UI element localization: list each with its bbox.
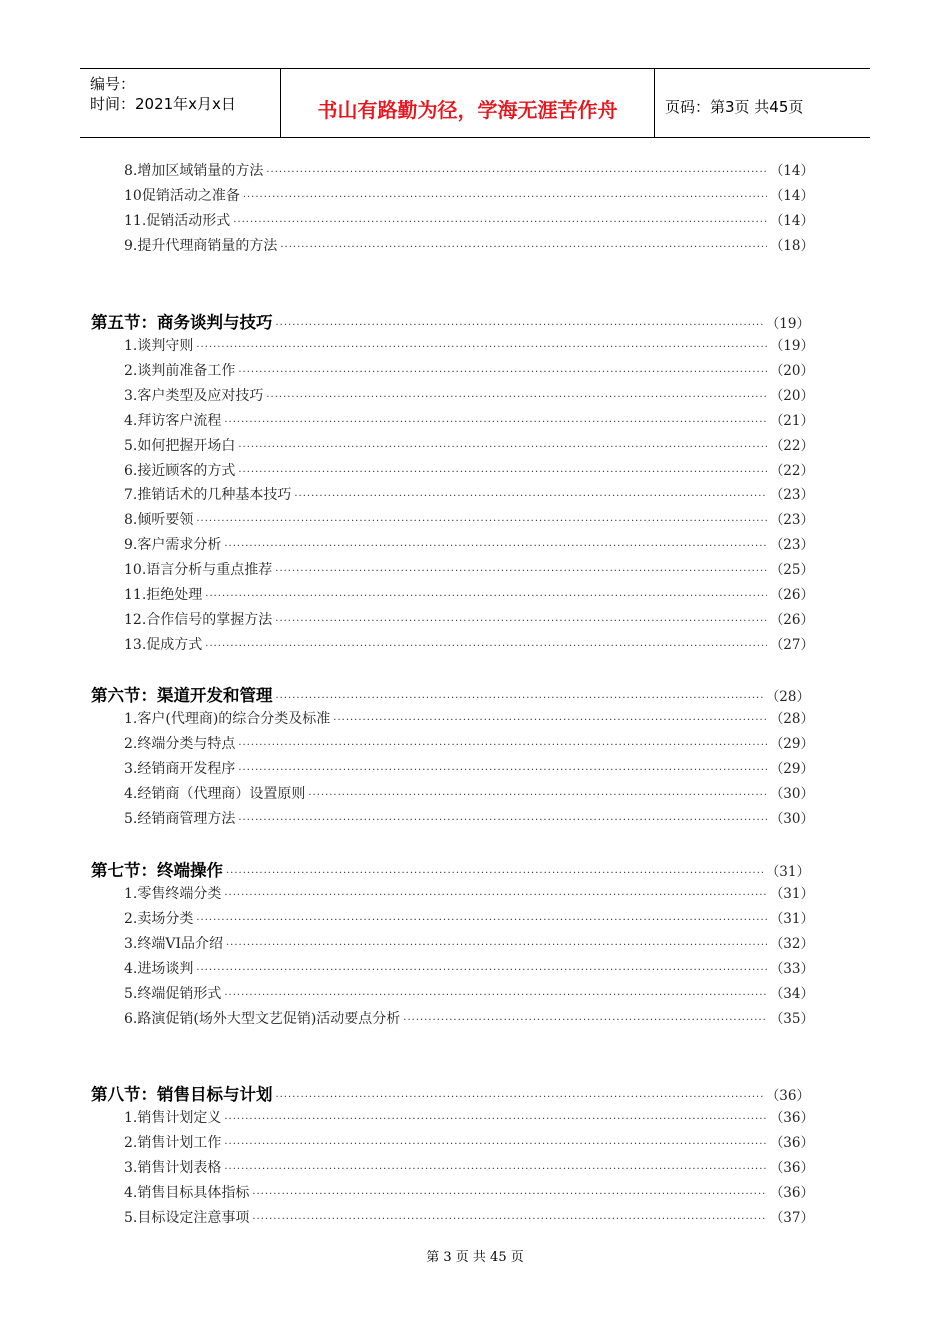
toc-entry[interactable] <box>124 184 814 205</box>
toc-entry-title: 7.推销话术的几种基本技巧 <box>124 487 292 504</box>
toc-entry-title: 3.销售计划表格 <box>124 1159 222 1176</box>
toc-entry[interactable] <box>124 384 814 405</box>
toc-entry-page-number: （29） <box>769 760 814 777</box>
toc-entry[interactable] <box>124 957 814 978</box>
toc-entry[interactable] <box>124 434 814 455</box>
toc-entry-page-number: （23） <box>769 487 814 504</box>
toc-section-heading-title: 第七节：终端操作 <box>91 861 223 880</box>
toc-entry-page-number: （21） <box>769 412 814 429</box>
toc-section-heading-page-number: （36） <box>765 1088 810 1104</box>
dot-leader <box>238 442 766 453</box>
dot-leader <box>308 790 766 801</box>
toc-entry-title: 6.接近顾客的方式 <box>124 462 236 479</box>
toc-entry[interactable] <box>124 633 814 654</box>
dot-leader <box>333 715 767 726</box>
toc-entry[interactable] <box>124 1181 814 1202</box>
toc-entry-page-number: （37） <box>769 1209 814 1226</box>
toc-section-heading[interactable] <box>91 682 810 706</box>
dot-leader <box>243 192 767 203</box>
toc-section-heading[interactable] <box>91 857 810 881</box>
header-page-info: 页码：第3页 共45页 <box>665 98 804 116</box>
toc-entry[interactable] <box>124 483 814 504</box>
dot-leader <box>238 740 766 751</box>
toc-entry-title: 1.谈判守则 <box>124 338 194 354</box>
toc-entry-title: 3.客户类型及应对技巧 <box>124 387 264 404</box>
toc-section-heading-page-number: （19） <box>765 316 810 332</box>
toc-entry-page-number: （14） <box>769 213 814 229</box>
toc-entry[interactable] <box>124 1106 814 1127</box>
toc-entry-page-number: （23） <box>769 537 814 554</box>
toc-entry-page-number: （25） <box>769 562 814 579</box>
dot-leader <box>224 890 766 901</box>
dot-leader <box>276 1092 763 1103</box>
toc-entry-page-number: （31） <box>769 886 814 902</box>
toc-entry[interactable] <box>124 508 814 529</box>
dot-leader <box>224 1164 766 1175</box>
toc-entry-page-number: （36） <box>769 1134 814 1151</box>
toc-entry[interactable] <box>124 732 814 753</box>
toc-entry-title: 2.卖场分类 <box>124 910 194 927</box>
toc-entry[interactable] <box>124 533 814 554</box>
toc-entry-page-number: （28） <box>769 711 814 727</box>
toc-entry-page-number: （32） <box>769 935 814 952</box>
dot-leader <box>233 217 767 228</box>
toc-section-heading[interactable] <box>91 309 810 333</box>
dot-leader <box>266 392 766 403</box>
toc-entry[interactable] <box>124 359 814 380</box>
toc-entry-page-number: （35） <box>769 1010 814 1027</box>
document-number-label: 编号： <box>90 75 136 93</box>
toc-section-heading-page-number: （31） <box>765 864 810 880</box>
dot-leader <box>238 765 766 776</box>
toc-entry-title: 3.经销商开发程序 <box>124 760 236 777</box>
toc-entry[interactable] <box>124 1007 814 1028</box>
toc-entry[interactable] <box>124 807 814 828</box>
toc-entry-page-number: （36） <box>769 1184 814 1201</box>
toc-entry-page-number: （19） <box>769 338 814 354</box>
toc-entry-title: 2.销售计划工作 <box>124 1134 222 1151</box>
toc-entry-title: 10.语言分析与重点推荐 <box>124 562 273 579</box>
toc-entry-title: 1.客户(代理商)的综合分类及标准 <box>124 711 331 727</box>
toc-entry[interactable] <box>124 409 814 430</box>
toc-entry[interactable] <box>124 334 814 355</box>
dot-leader <box>224 1139 766 1150</box>
header-motto: 书山有路勤为径，学海无涯苦作舟 <box>317 98 618 122</box>
dot-leader <box>276 320 763 331</box>
toc-entry-title: 4.拜访客户流程 <box>124 412 222 429</box>
toc-entry-page-number: （20） <box>769 362 814 379</box>
toc-entry-title: 1.零售终端分类 <box>124 886 222 902</box>
dot-leader <box>238 815 766 826</box>
dot-leader <box>224 417 766 428</box>
toc-entry[interactable] <box>124 558 814 579</box>
toc-entry[interactable] <box>124 159 814 180</box>
toc-entry-title: 5.经销商管理方法 <box>124 810 236 827</box>
toc-entry-page-number: （29） <box>769 735 814 752</box>
toc-section-heading-title: 第八节：销售目标与计划 <box>91 1085 273 1104</box>
toc-entry-title: 11.促销活动形式 <box>124 213 231 229</box>
toc-entry-page-number: （27） <box>769 636 814 653</box>
dot-leader <box>252 1189 766 1200</box>
toc-entry-title: 9.提升代理商销量的方法 <box>124 238 278 254</box>
toc-entry[interactable] <box>124 209 814 230</box>
toc-entry[interactable] <box>124 757 814 778</box>
dot-leader <box>224 990 766 1001</box>
toc-entry[interactable] <box>124 1131 814 1152</box>
toc-entry-title: 4.销售目标具体指标 <box>124 1184 250 1201</box>
dot-leader <box>226 940 767 951</box>
toc-entry[interactable] <box>124 1156 814 1177</box>
dot-leader <box>205 641 767 652</box>
toc-entry-page-number: （30） <box>769 785 814 802</box>
toc-entry[interactable] <box>124 782 814 803</box>
toc-entry-title: 10促销活动之准备 <box>124 188 240 204</box>
toc-entry-page-number: （26） <box>769 587 814 603</box>
dot-leader <box>238 367 766 378</box>
toc-entry-page-number: （18） <box>769 238 814 254</box>
toc-section-heading-page-number: （28） <box>765 689 810 705</box>
toc-entry-page-number: （30） <box>769 810 814 827</box>
toc-section-heading[interactable] <box>91 1081 810 1105</box>
toc-entry[interactable] <box>124 882 814 903</box>
toc-entry-title: 6.路演促销(场外大型文艺促销)活动要点分析 <box>124 1010 401 1027</box>
dot-leader <box>403 1015 767 1026</box>
toc-entry[interactable] <box>124 234 814 255</box>
dot-leader <box>196 516 766 527</box>
dot-leader <box>252 1214 766 1225</box>
dot-leader <box>226 868 763 879</box>
toc-entry-title: 4.进场谈判 <box>124 960 194 977</box>
dot-leader <box>196 965 766 976</box>
toc-entry[interactable] <box>124 932 814 953</box>
toc-entry[interactable] <box>124 608 814 629</box>
dot-leader <box>275 566 767 577</box>
dot-leader <box>205 591 767 602</box>
page-footer: 第 3 页 共 45 页 <box>426 1250 524 1265</box>
toc-entry[interactable] <box>124 459 814 480</box>
toc-entry[interactable] <box>124 583 814 604</box>
toc-entry[interactable] <box>124 1206 814 1227</box>
dot-leader <box>275 616 767 627</box>
toc-entry-title: 5.如何把握开场白 <box>124 437 236 454</box>
toc-entry-page-number: （36） <box>769 1159 814 1176</box>
toc-entry-title: 3.终端VI品介绍 <box>124 935 223 952</box>
toc-entry-title: 1.销售计划定义 <box>124 1110 222 1126</box>
toc-entry-page-number: （23） <box>769 512 814 529</box>
toc-entry-page-number: （34） <box>769 985 814 1002</box>
toc-entry-title: 11.拒绝处理 <box>124 587 203 603</box>
document-date-label: 时间：2021年x月x日 <box>90 95 236 113</box>
toc-section-heading-title: 第六节：渠道开发和管理 <box>91 686 273 705</box>
toc-entry-title: 8.倾听要领 <box>124 512 194 529</box>
dot-leader <box>196 342 766 353</box>
toc-entry-page-number: （33） <box>769 960 814 977</box>
toc-section-heading-title: 第五节：商务谈判与技巧 <box>91 313 273 332</box>
toc-entry-page-number: （20） <box>769 387 814 404</box>
toc-entry-title: 9.客户需求分析 <box>124 537 222 554</box>
toc-entry-page-number: （14） <box>769 163 814 179</box>
dot-leader <box>238 467 766 478</box>
toc-entry-title: 2.谈判前准备工作 <box>124 362 236 379</box>
toc-entry[interactable] <box>124 707 814 728</box>
toc-entry-title: 5.目标设定注意事项 <box>124 1209 250 1226</box>
dot-leader <box>280 242 766 253</box>
dot-leader <box>294 491 766 502</box>
toc-entry-title: 5.终端促销形式 <box>124 985 222 1002</box>
dot-leader <box>196 915 766 926</box>
dot-leader <box>266 167 766 178</box>
toc-entry-page-number: （22） <box>769 437 814 454</box>
toc-entry-page-number: （22） <box>769 462 814 479</box>
toc-entry-title: 12.合作信号的掌握方法 <box>124 611 273 628</box>
dot-leader <box>224 541 766 552</box>
toc-entry-page-number: （14） <box>769 188 814 204</box>
dot-leader <box>276 693 763 704</box>
toc-entry-title: 13.促成方式 <box>124 636 203 653</box>
dot-leader <box>224 1114 766 1125</box>
toc-entry[interactable] <box>124 982 814 1003</box>
toc-entry[interactable] <box>124 907 814 928</box>
toc-entry-page-number: （31） <box>769 910 814 927</box>
toc-entry-page-number: （26） <box>769 611 814 628</box>
toc-entry-page-number: （36） <box>769 1110 814 1126</box>
toc-entry-title: 2.终端分类与特点 <box>124 735 236 752</box>
toc-entry-title: 4.经销商（代理商）设置原则 <box>124 785 306 802</box>
toc-entry-title: 8.增加区域销量的方法 <box>124 163 264 179</box>
